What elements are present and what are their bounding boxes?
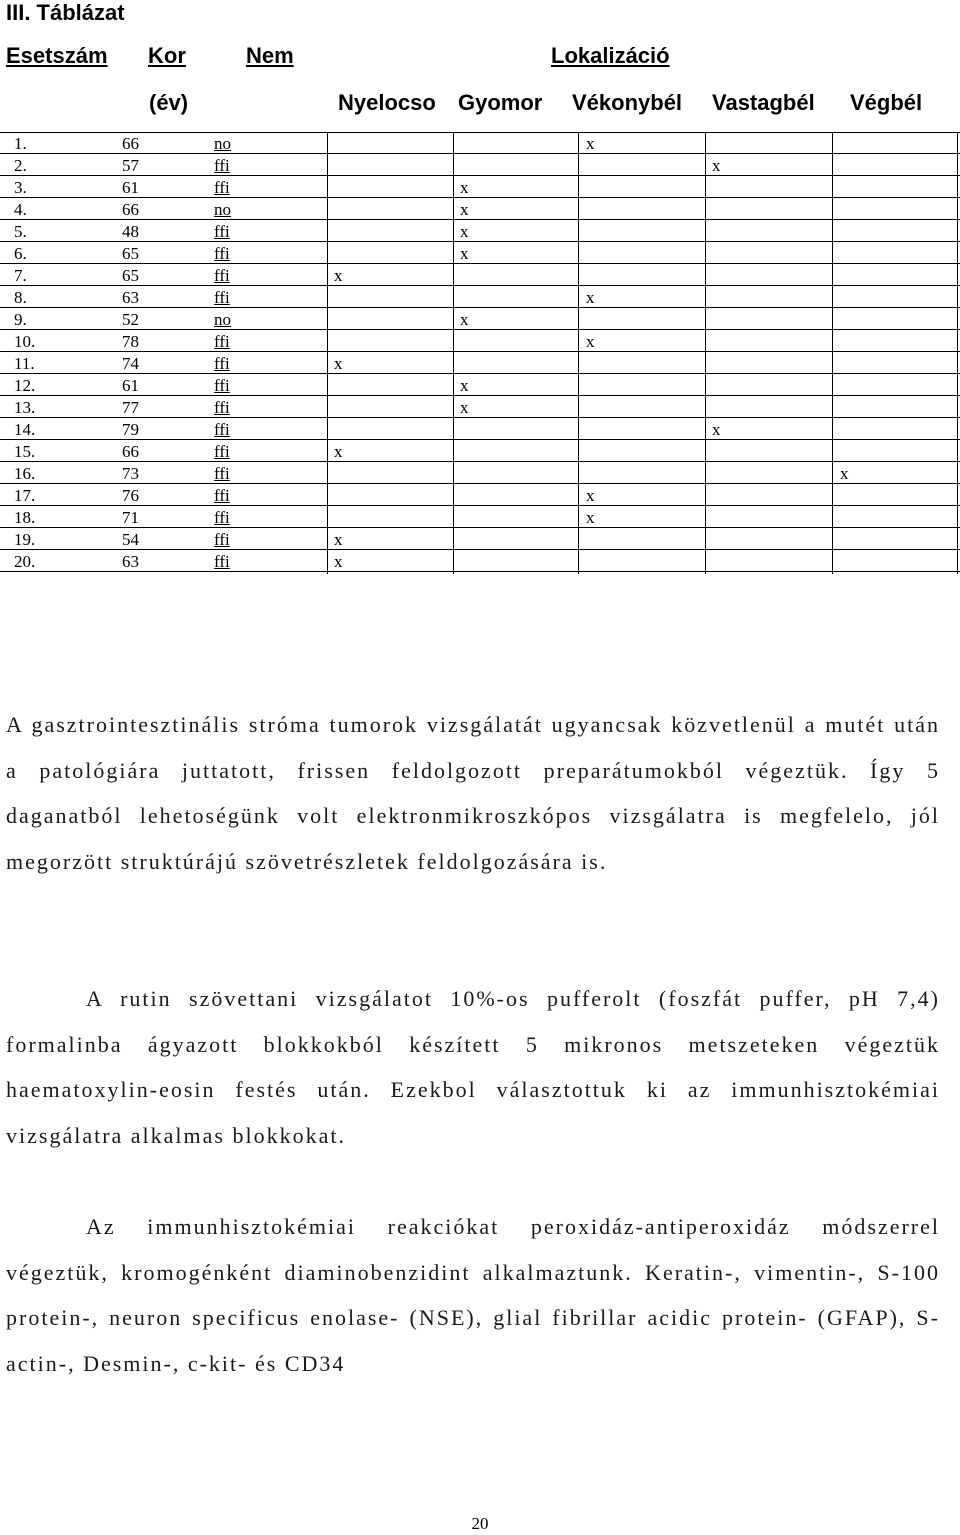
sex-value: no [214,134,231,153]
location-mark: x [460,398,469,417]
table-row [0,528,960,550]
table-row [0,374,960,396]
case-number: 11. [14,354,35,373]
sex-value: ffi [214,398,230,417]
location-mark: x [712,420,721,439]
sex-value: ffi [214,178,230,197]
age-value: 48 [122,222,139,241]
age-value: 65 [122,244,139,263]
table-row [0,242,960,264]
age-value: 77 [122,398,139,417]
sex-value: ffi [214,508,230,527]
age-value: 71 [122,508,139,527]
case-number: 10. [14,332,36,351]
table-row [0,286,960,308]
location-mark: x [460,244,469,263]
location-mark: x [586,288,595,307]
case-number: 19. [14,530,36,549]
age-value: 57 [122,156,139,175]
location-mark: x [586,486,595,505]
paragraph-2: A rutin szövettani vizsgálatot 10%-os pufferolt (foszfát puffer, pH 7,4) formalinba ágyazott blokkokból készített 5 mikronos metszeteken végeztük haematoxylin-eosin festés után. Ezekbol választottuk ki az immunhisztokémiai vizsgálatra alkalmas blokkokat. [6,986,940,1148]
row-rule [0,571,960,572]
location-mark: x [460,310,469,329]
table-row [0,462,960,484]
case-number: 15. [14,442,36,461]
case-number: 5. [14,222,27,241]
age-value: 74 [122,354,139,373]
sex-value: no [214,200,231,219]
table-row [0,484,960,506]
age-value: 65 [122,266,139,285]
location-mark: x [460,178,469,197]
case-number: 6. [14,244,27,263]
table-row [0,176,960,198]
case-number: 3. [14,178,27,197]
page-number: 20 [471,1514,489,1533]
age-value: 63 [122,288,139,307]
age-value: 52 [122,310,139,329]
header-col-gyomor: Gyomor [458,90,543,115]
location-mark: x [586,508,595,527]
sex-value: ffi [214,530,230,549]
table-row [0,506,960,528]
age-value: 63 [122,552,139,571]
case-number: 4. [14,200,27,219]
header-col-vastagbel: Vastagbél [712,90,815,115]
location-mark: x [460,200,469,219]
sex-value: ffi [214,266,230,285]
table-row [0,396,960,418]
sex-value: ffi [214,552,230,571]
case-number: 18. [14,508,36,527]
case-number: 2. [14,156,27,175]
header-age: Kor [148,43,186,68]
case-number: 16. [14,464,36,483]
sex-value: ffi [214,244,230,263]
paragraph-3: Az immunhisztokémiai reakciókat peroxidáz-antiperoxidáz módszerrel végeztük, kromogénként diaminobenzidint alkalmaztunk. Keratin-, vimentin-, S-100 protein-, neuron specificus enolase- (NSE), glial fibrillar acidic protein- (GFAP), S-actin-, Desmin-, c-kit- és CD34 [6,1214,940,1376]
age-value: 66 [122,200,139,219]
sex-value: ffi [214,288,230,307]
age-value: 78 [122,332,139,351]
location-mark: x [840,464,849,483]
table-row [0,154,960,176]
sex-value: no [214,310,231,329]
age-value: 66 [122,134,139,153]
sex-value: ffi [214,442,230,461]
case-number: 14. [14,420,36,439]
sex-value: ffi [214,464,230,483]
location-mark: x [334,530,343,549]
age-value: 79 [122,420,139,439]
sex-value: ffi [214,376,230,395]
table-row [0,264,960,286]
location-mark: x [334,442,343,461]
location-mark: x [334,552,343,571]
header-col-vekonybel: Vékonybél [572,90,683,115]
table-row [0,418,960,440]
location-mark: x [712,156,721,175]
table-row [0,198,960,220]
sex-value: ffi [214,332,230,351]
header-col-vegbel: Végbél [850,90,923,115]
age-value: 61 [122,178,139,197]
header-case: Esetszám [6,43,108,68]
age-value: 73 [122,464,139,483]
age-value: 66 [122,442,139,461]
location-mark: x [334,266,343,285]
sex-value: ffi [214,420,230,439]
header-age-unit: (év) [149,90,189,115]
case-number: 12. [14,376,36,395]
age-value: 76 [122,486,139,505]
table-row [0,308,960,330]
case-number: 20. [14,552,36,571]
case-number: 13. [14,398,36,417]
table-row [0,550,960,572]
table-row [0,352,960,374]
case-number: 17. [14,486,36,505]
table-row [0,330,960,352]
location-mark: x [586,134,595,153]
table-row [0,440,960,462]
age-value: 54 [122,530,139,549]
header-location: Lokalizáció [551,43,670,68]
case-number: 7. [14,266,27,285]
case-number: 9. [14,310,27,329]
header-col-nyelocso: Nyelocso [338,90,436,115]
table-title: III. Táblázat [6,0,125,25]
location-mark: x [334,354,343,373]
data-table [0,132,960,574]
sex-value: ffi [214,486,230,505]
sex-value: ffi [214,222,230,241]
age-value: 61 [122,376,139,395]
case-number: 8. [14,288,27,307]
location-mark: x [460,376,469,395]
case-number: 1. [14,134,27,153]
table-row [0,220,960,242]
table-row [0,132,960,154]
location-mark: x [586,332,595,351]
header-sex: Nem [246,43,294,68]
location-mark: x [460,222,469,241]
sex-value: ffi [214,354,230,373]
paragraph-1: A gasztrointesztinális stróma tumorok vizsgálatát ugyancsak közvetlenül a mutét után a patológiára juttatott, frissen feldolgozott preparátumokból végeztük. Így 5 daganatból lehetoségünk volt elektronmikroszkópos vizsgálatra is megfelelo, jól megorzött struktúrájú szövetrészletek feldolgozására is. [6,712,940,874]
sex-value: ffi [214,156,230,175]
